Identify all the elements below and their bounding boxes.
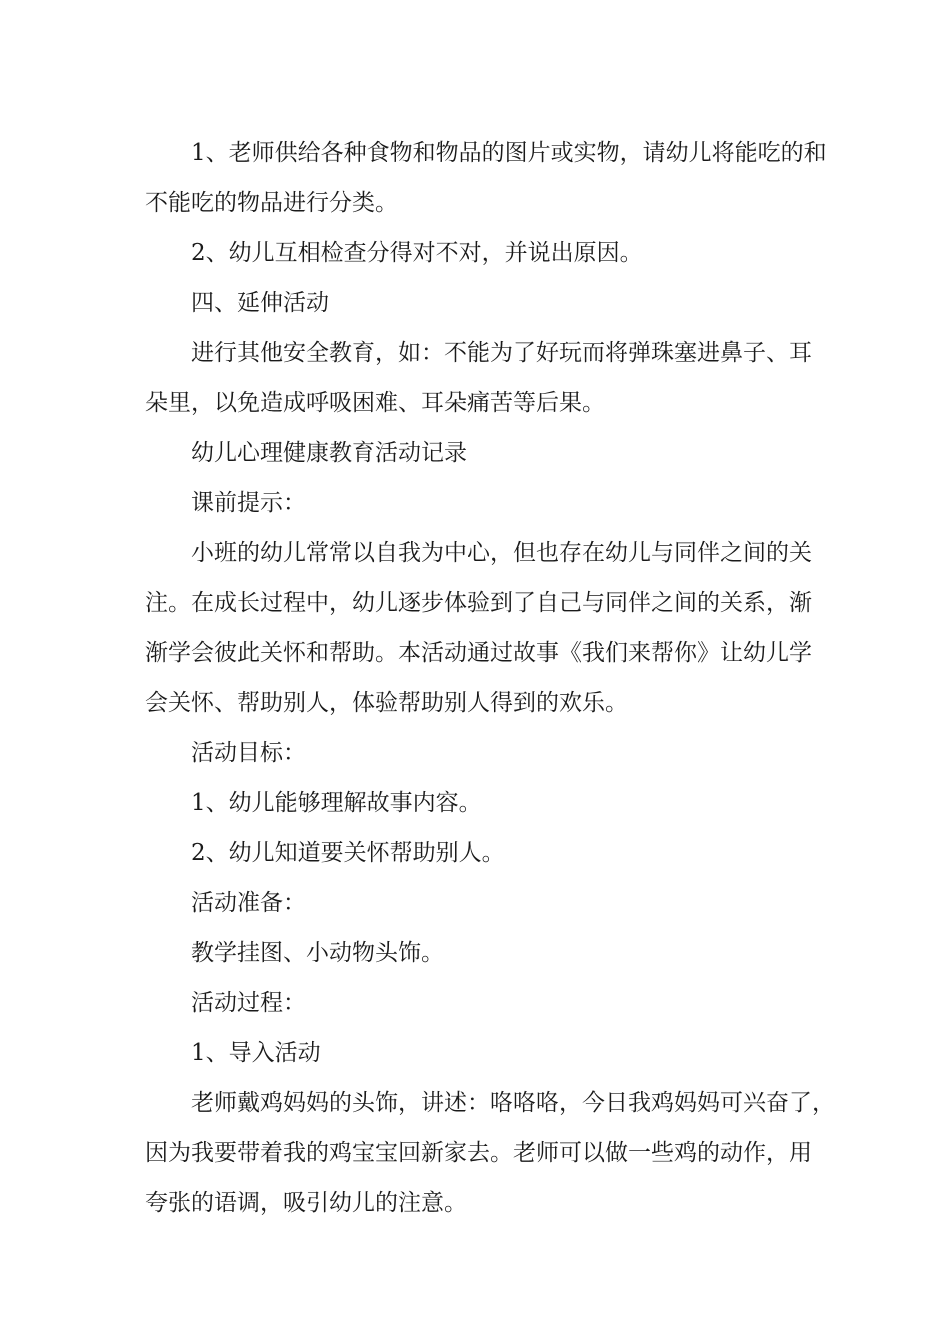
paragraph-line: 夸张的语调，吸引幼儿的注意。 [145,1190,467,1216]
paragraph-line: 会关怀、帮助别人，体验帮助别人得到的欢乐。 [145,690,628,716]
section-heading: 活动过程： [191,990,306,1016]
paragraph-line: 不能吃的物品进行分类。 [145,190,398,216]
paragraph-line: 因为我要带着我的鸡宝宝回新家去。老师可以做一些鸡的动作，用 [145,1140,812,1166]
paragraph-line: 老师戴鸡妈妈的头饰，讲述：咯咯咯，今日我鸡妈妈可兴奋了， [191,1090,835,1116]
paragraph-line: 2、幼儿知道要关怀帮助别人。 [191,840,505,866]
paragraph-line: 1、导入活动 [191,1040,321,1066]
paragraph-line: 进行其他安全教育，如：不能为了好玩而将弹珠塞进鼻子、耳 [191,340,812,366]
paragraph-line: 2、幼儿互相检查分得对不对，并说出原因。 [191,240,643,266]
paragraph-line: 1、幼儿能够理解故事内容。 [191,790,482,816]
paragraph-line: 注。在成长过程中，幼儿逐步体验到了自己与同伴之间的关系，渐 [145,590,812,616]
document-title: 幼儿心理健康教育活动记录 [191,440,467,466]
section-heading: 活动准备： [191,890,306,916]
section-heading: 课前提示： [191,490,306,516]
section-heading: 四、延伸活动 [191,290,329,316]
paragraph-line: 朵里，以免造成呼吸困难、耳朵痛苦等后果。 [145,390,605,416]
paragraph-line: 小班的幼儿常常以自我为中心，但也存在幼儿与同伴之间的关 [191,540,812,566]
section-heading: 活动目标： [191,740,306,766]
document-body [145,128,835,1228]
paragraph-line: 渐学会彼此关怀和帮助。本活动通过故事《我们来帮你》让幼儿学 [145,640,812,666]
paragraph-line: 1、老师供给各种食物和物品的图片或实物，请幼儿将能吃的和 [191,140,827,166]
paragraph-line: 教学挂图、小动物头饰。 [191,940,444,966]
